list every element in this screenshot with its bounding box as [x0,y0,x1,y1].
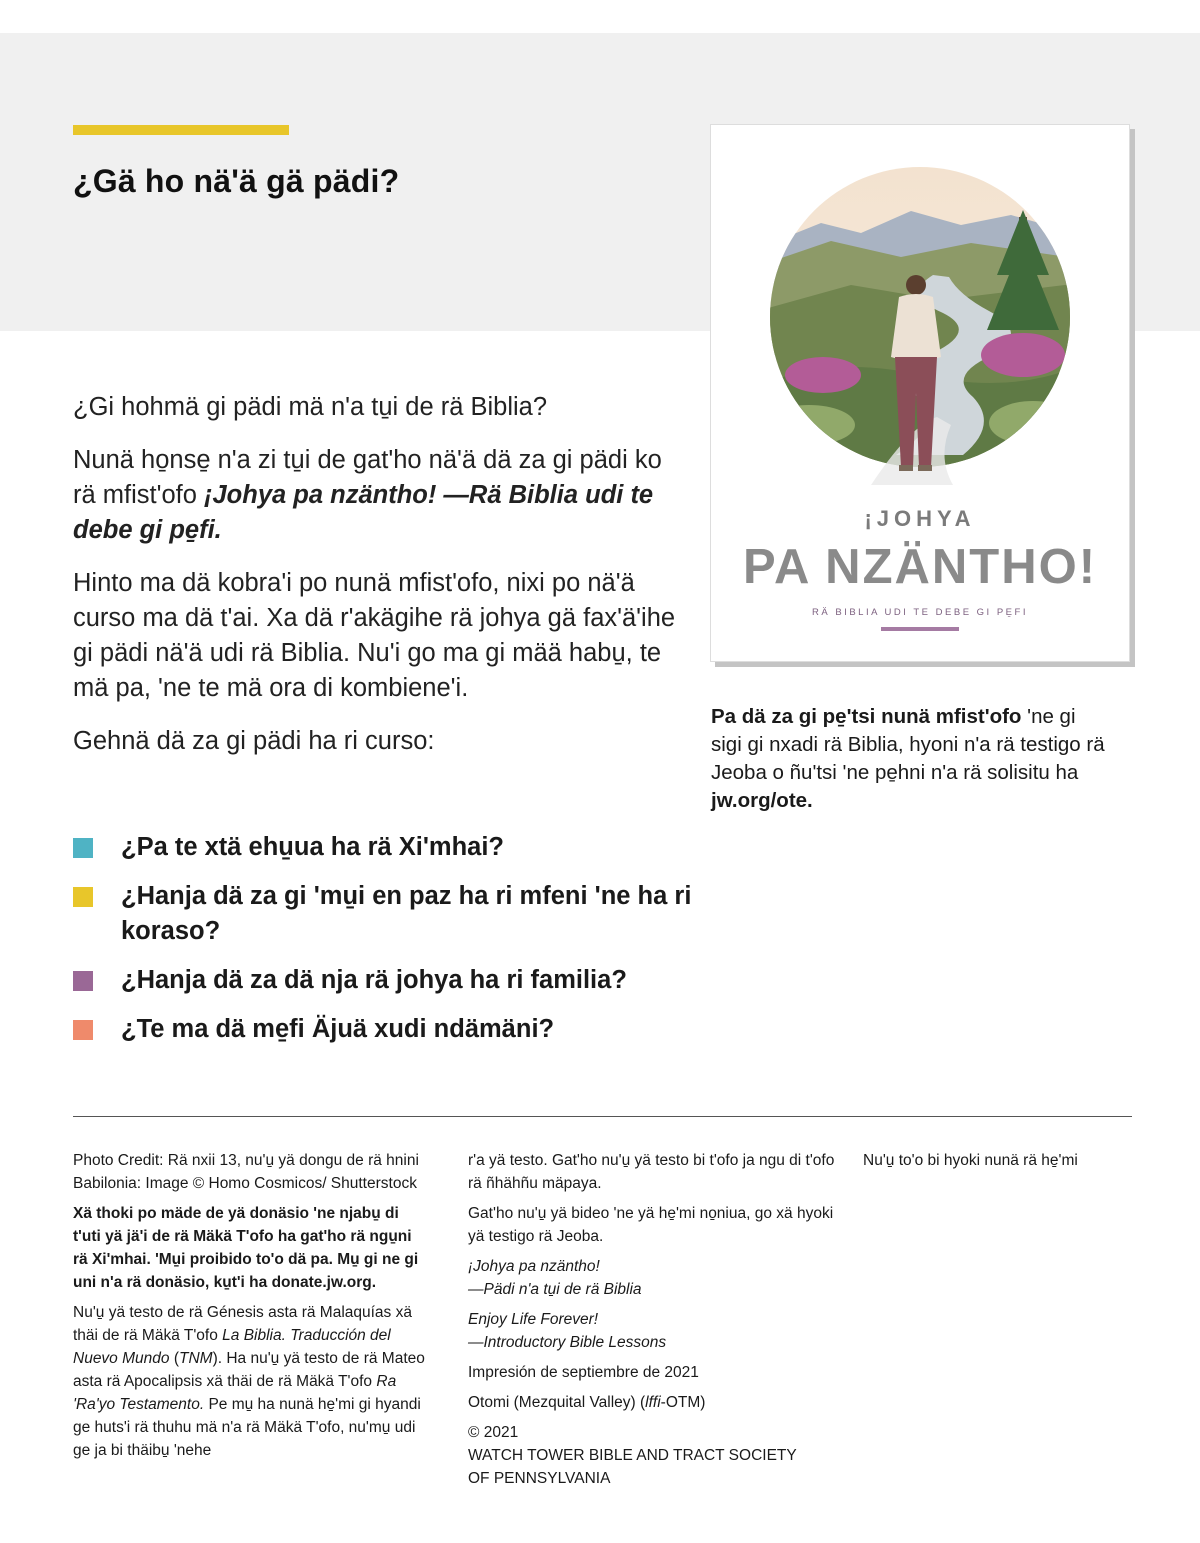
publisher-note: Nu'u̱ to'o bi hyoki nunä rä he̱'mi [863,1152,1078,1169]
bible-title: Ra 'Ra'yo Testamento. [73,1373,397,1413]
question-text: ¿Pa te xtä ehu̱ua ha rä Xi'mhai? [121,833,505,861]
language-line [468,1391,838,1414]
publication-title-otomi [468,1255,838,1301]
page-title: ¿Gä ho nä'ä gä pädi? [73,163,400,199]
book-title: ¡Johya pa nzäntho! —Rä Biblia udi te debe gi pe̱fi. [73,481,654,544]
request-note [711,703,1111,815]
question-list [73,830,693,1061]
question-text: ¿Hanja dä za dä nja rä johya ha ri familia? [121,966,627,994]
intro-question: ¿Gi hohmä gi pädi mä n'a tu̱i de rä Biblia? [73,393,548,421]
printing-date: Impresión de septiembre de 2021 [468,1364,699,1381]
language-code: lffi [645,1394,661,1411]
footer-column-1 [73,1149,428,1469]
list-item [73,879,693,949]
title-line: ¡Johya pa nzäntho! [468,1258,600,1275]
bible-note-part: Pe mu̱ ha nunä he̱'mi gi hyandi ge huts'i rä thuhu mä n'a rä Mäkä T'ofo, nu'mu̱ udi ge ja bi thäibu̱ 'nehe [73,1396,421,1459]
course-lead: Gehnä dä za gi pädi ha ri curso: [73,727,435,755]
title-line: Enjoy Life Forever! [468,1311,599,1328]
bible-note-part: Nu'u̱ yä testo de rä Génesis asta rä Malaquías xä thäi de rä Mäkä T'ofo [73,1304,412,1344]
square-bullet-icon [73,1020,93,1040]
videos-note: Gat'ho nu'u̱ yä bideo 'ne yä he̱'mi no̱niua, go xä hyoki yä testigo rä Jeoba. [468,1205,834,1245]
language-suffix: -OTM) [660,1394,706,1411]
intro-paragraph [73,443,683,548]
list-item [73,830,693,865]
donation-note: Xä thoki po mäde de yä donäsio 'ne njabu̱ di t'uti yä jä'i de rä Mäkä T'ofo ha gat'ho rä ngu̱ni rä Xi'mhai. 'Mu̱i proibido to'o dä pa. Mu̱ gi ne gi uni n'a rä donäsio, ku̱t'i ha donate.jw.org. [73,1205,419,1291]
title-line: —Pädi n'a tu̱i de rä Biblia [468,1281,642,1298]
cover-subtitle: ¡JOHYA [864,506,976,531]
request-note-lead: Pa dä za gi pe̱'tsi nunä mfist'ofo [711,705,1022,728]
cover-accent-line [881,627,959,631]
copyright [468,1421,838,1490]
cover-tagline: RÄ BIBLIA UDI TE DEBE GI PE̱FI [812,607,1028,618]
copyright-line: OF PENNSYLVANIA [468,1470,611,1487]
photo-credit: Photo Credit: Rä nxii 13, nu'u̱ yä dongu de rä hnini Babilonia: Image © Homo Cosmicos/ Shutterstock [73,1152,419,1192]
square-bullet-icon [73,971,93,991]
free-course-paragraph: Hinto ma dä kobra'i po nunä mfist'ofo, nixi po nä'ä curso ma dä t'ai. Xa dä r'akägihe rä johya gä fax'ä'ihe gi pädi nä'ä udi rä Biblia. Nu'i go ma gi mää habu̱, te mä pa, 'ne te mä ora di kombiene'i. [73,569,676,702]
question-text: ¿Te ma dä me̱fi Äjuä xudi ndämäni? [121,1015,555,1043]
request-note-text: 'ne gi sigi gi nxadi rä Biblia, hyoni n'a rä testigo rä Jeoba o ñu'tsi 'ne pe̱hni n'a rä solisitu ha [711,705,1105,784]
intro-paragraph-text: Nunä ho̱nse̱ n'a zi tu̱i de gat'ho nä'ä dä za gi pädi ko rä mfist'ofo [73,446,662,509]
cover-title: PA NZÄNTHO! [742,540,1098,594]
bible-note-part: ( [169,1350,179,1367]
bible-note-continued: r'a yä testo. Gat'ho nu'u̱ yä testo bi t'ofo ja ngu di t'ofo rä ñhähñu mäpaya. [468,1152,835,1192]
bible-translation-note [73,1301,428,1462]
footer-column-2 [468,1149,838,1497]
bible-title: La Biblia. Traducción del Nuevo Mundo [73,1327,391,1367]
intro-text [73,390,683,777]
book-cover [710,124,1130,662]
bible-abbreviation: TNM [178,1350,213,1367]
copyright-line: WATCH TOWER BIBLE AND TRACT SOCIETY [468,1447,797,1464]
copyright-line: © 2021 [468,1424,519,1441]
website-link[interactable]: jw.org/ote. [711,789,813,812]
accent-bar [73,125,289,135]
language-name: Otomi (Mezquital Valley) ( [468,1394,646,1411]
publication-title-english [468,1308,838,1354]
question-text: ¿Hanja dä za gi 'mu̱i en paz ha ri mfeni 'ne ha ri koraso? [121,882,692,945]
title-line: —Introductory Bible Lessons [468,1334,667,1351]
square-bullet-icon [73,887,93,907]
list-item [73,1012,693,1047]
bible-note-part: ). Ha nu'u̱ yä testo de rä Mateo asta rä Apocalipsis xä thäi de rä Mäkä T'ofo [73,1350,425,1390]
list-item [73,963,693,998]
square-bullet-icon [73,838,93,858]
footer-column-3 [863,1149,1123,1179]
footer-divider [73,1116,1132,1117]
